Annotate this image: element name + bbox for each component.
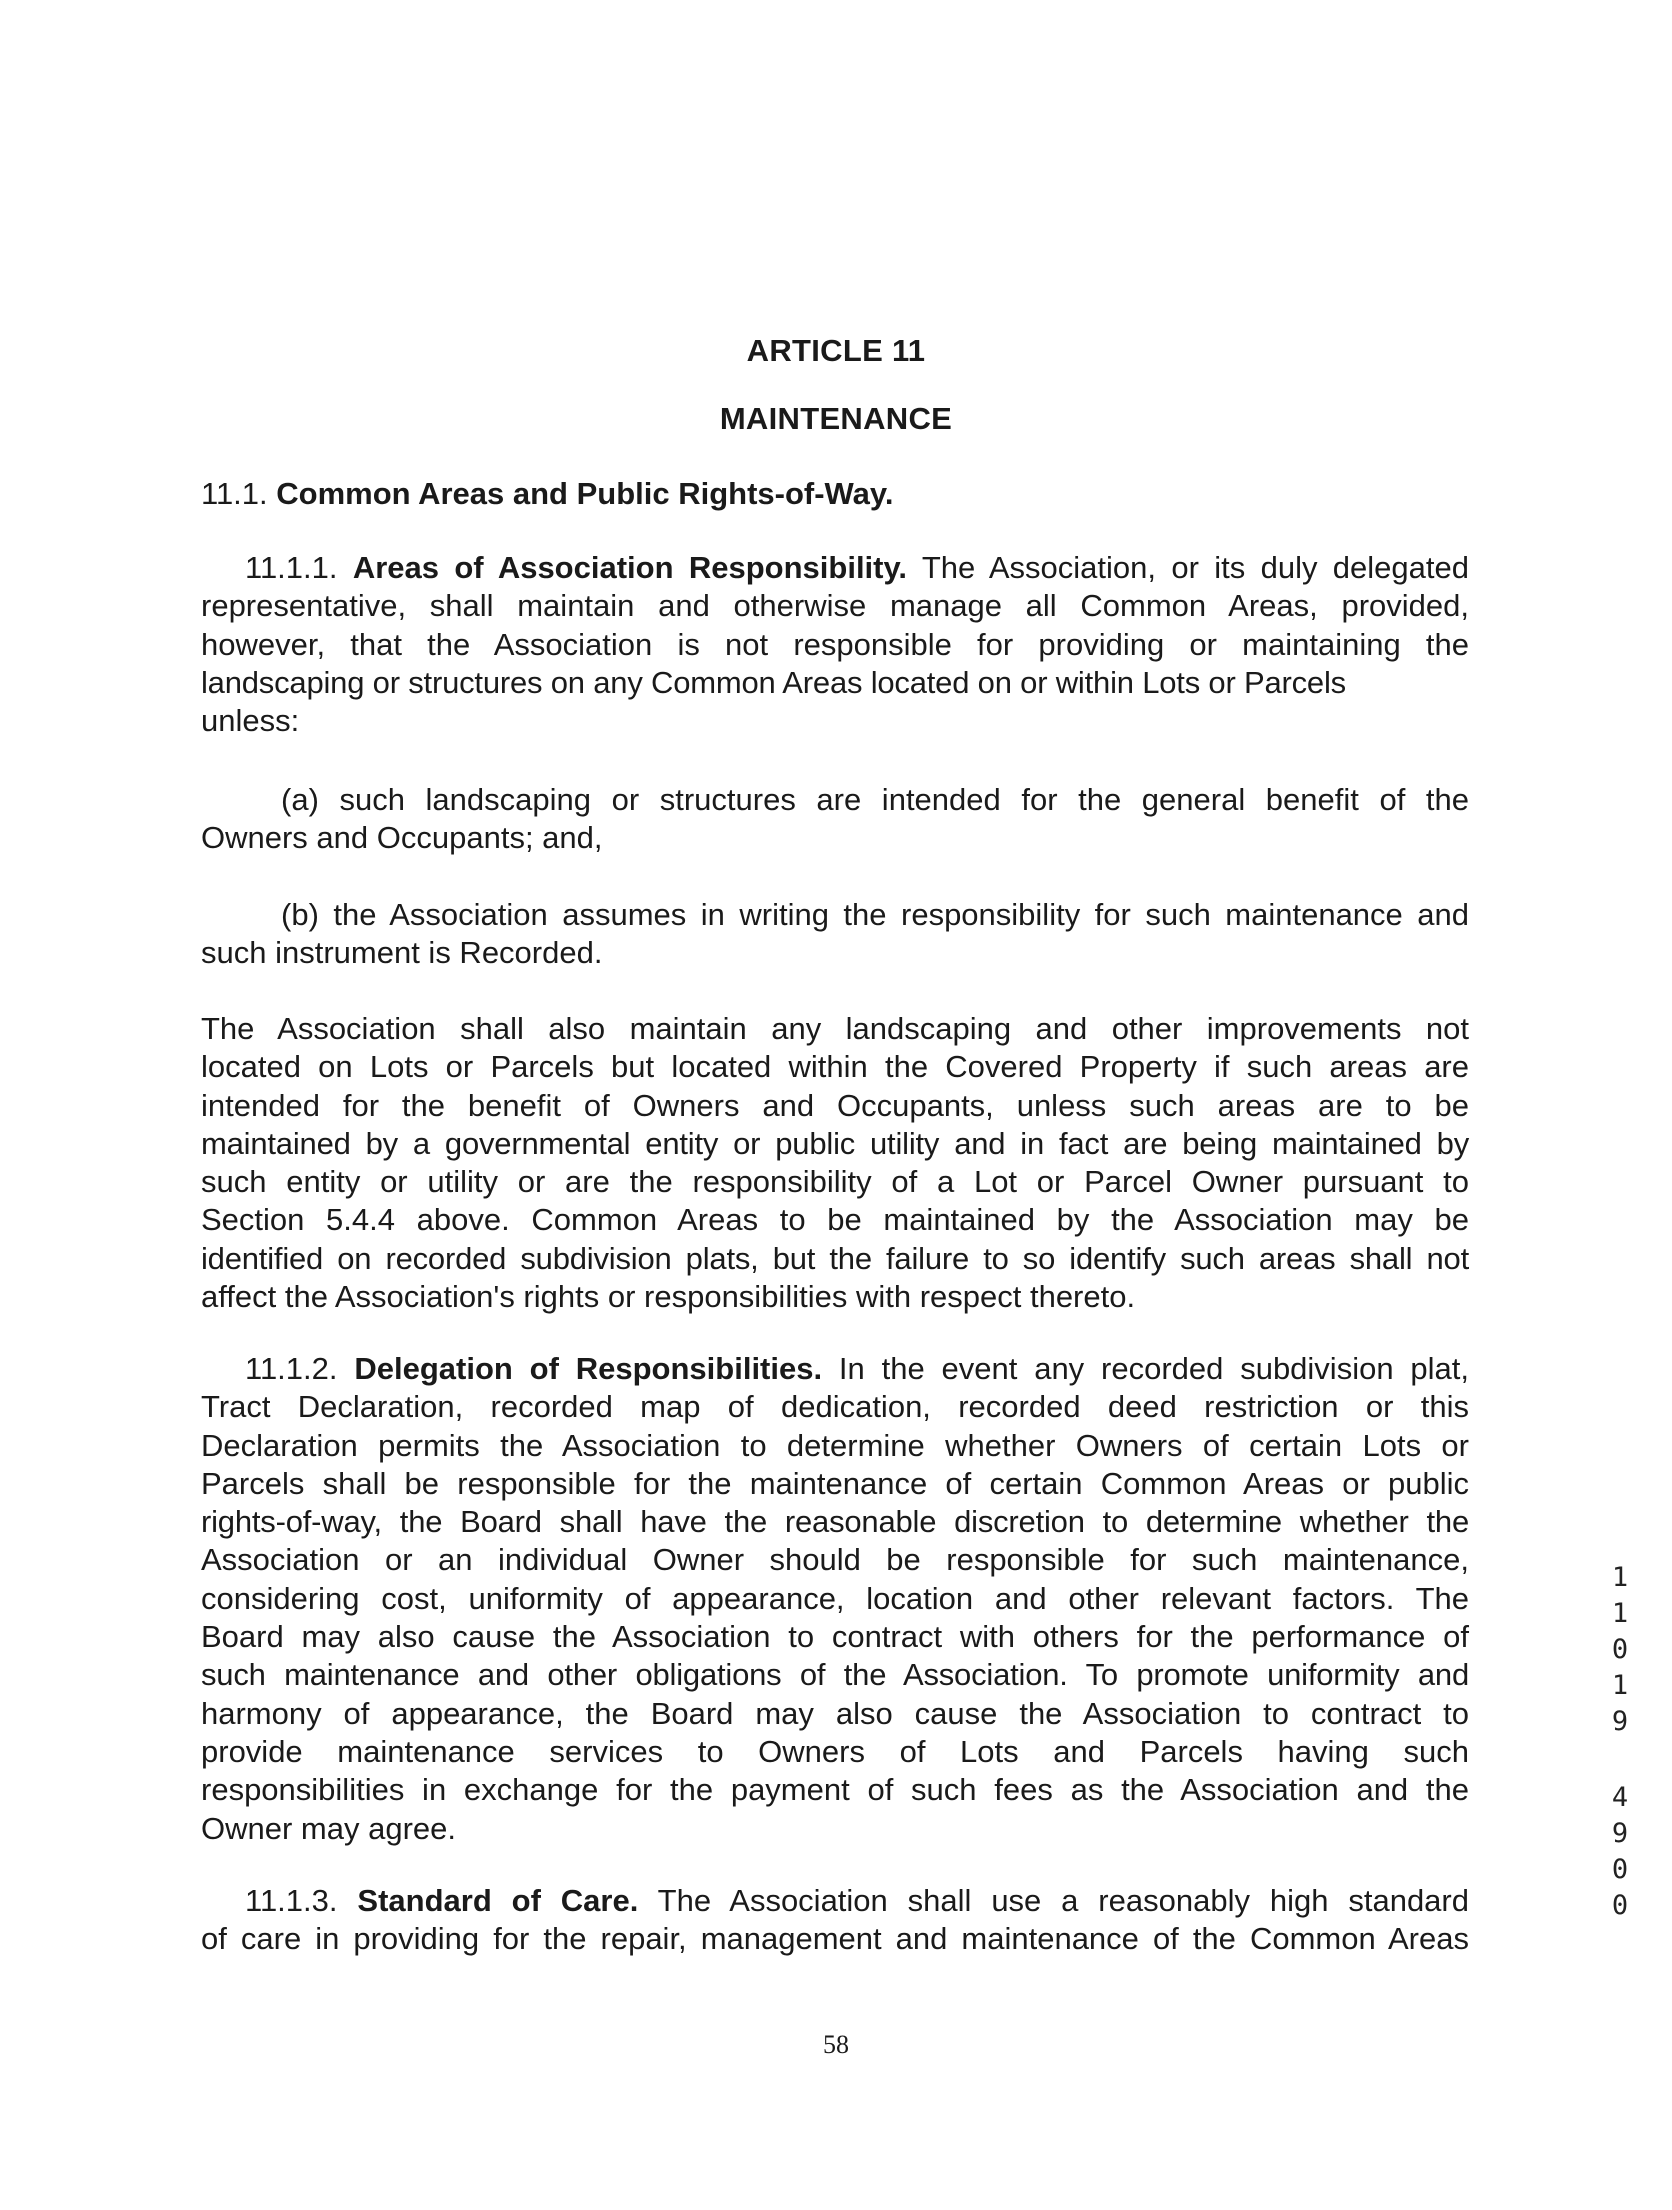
paragraph-line: Tract Declaration, recorded map of dedication, recorded deed restriction or this [201,1389,1469,1425]
paragraph-line: landscaping or structures on any Common Areas located on or within Lots or Parcels [201,664,1346,700]
stamp-digit: 9 [1611,1818,1629,1849]
section-number: 11.1. [201,476,268,511]
stamp-digit: 1 [1611,1562,1629,1593]
stamp-digit: 0 [1611,1890,1629,1921]
section-11-1-heading [201,475,1469,513]
paragraph-line: (a) such landscaping or structures are intended for the general benefit of the [281,782,1469,817]
page-number: 58 [823,2030,849,2059]
stamp-digit: 1 [1611,1670,1629,1701]
section-11-1-2-paragraph [201,1350,1469,1848]
stamp-digit: 1 [1611,1598,1629,1629]
stamp-digit: 0 [1611,1854,1629,1885]
paragraph-line: The Association, or its duly delegated [907,550,1469,585]
paragraph-line: of care in providing for the repair, management and maintenance of the Common Areas [201,1921,1469,1957]
section-heading: Delegation of Responsibilities. [354,1351,823,1386]
section-heading: Standard of Care. [357,1883,639,1918]
article-heading: ARTICLE 11 [746,333,926,368]
paragraph-line: Parcels shall be responsible for the maintenance of certain Common Areas or public [201,1465,1469,1501]
paragraph-line: provide maintenance services to Owners of Lots and Parcels having such [201,1733,1469,1769]
paragraph-line: rights-of-way, the Board shall have the reasonable discretion to determine whether the [201,1504,1469,1540]
paragraph-line: Board may also cause the Association to contract with others for the performance of [201,1619,1469,1655]
paragraph-line: such entity or utility or are the responsibility of a Lot or Parcel Owner pursuant to [201,1164,1469,1200]
stamp-digit: 4 [1611,1782,1629,1813]
stamp-digit: 9 [1611,1706,1629,1737]
paragraph-line: Section 5.4.4 above. Common Areas to be maintained by the Association may be [201,1202,1469,1238]
recording-number-stamp [1603,1560,1637,1924]
common-areas-paragraph [201,1010,1469,1316]
paragraph-line: located on Lots or Parcels but located within the Covered Property if such areas are [201,1049,1469,1085]
paragraph-line: representative, shall maintain and otherwise manage all Common Areas, provided, [201,588,1469,624]
paragraph-line: Association or an individual Owner should be responsible for such maintenance, [201,1542,1469,1578]
paragraph-line: identified on recorded subdivision plats, but the failure to so identify such areas shall not [201,1240,1469,1276]
section-11-1-1-paragraph [201,549,1469,740]
paragraph-line: affect the Association's rights or responsibilities with respect thereto. [201,1279,1136,1315]
paragraph-line: considering cost, uniformity of appearance, location and other relevant factors. The [201,1580,1469,1616]
paragraph-line: (b) the Association assumes in writing the responsibility for such maintenance and [281,897,1469,932]
stamp-digit: 0 [1611,1634,1629,1665]
paragraph-line: In the event any recorded subdivision plat, [822,1351,1469,1386]
paragraph-line: The Association shall also maintain any landscaping and other improvements not [201,1011,1469,1046]
paragraph-line: such maintenance and other obligations of the Association. To promote uniformity and [201,1657,1469,1693]
section-number: 11.1.1. [245,550,338,585]
paragraph-line: The Association shall use a reasonably high standard [638,1883,1469,1918]
paragraph-line: however, that the Association is not responsible for providing or maintaining the [201,626,1469,662]
section-heading: Common Areas and Public Rights-of-Way. [276,476,894,511]
item-b-paragraph [201,896,1469,973]
paragraph-line: Declaration permits the Association to determine whether Owners of certain Lots or [201,1427,1469,1463]
section-11-1-3-paragraph [201,1882,1469,1959]
paragraph-line: maintained by a governmental entity or public utility and in fact are being maintained by [201,1125,1469,1161]
item-a-paragraph [201,781,1469,858]
article-title: MAINTENANCE [719,401,953,436]
section-heading: Areas of Association Responsibility. [352,550,908,585]
paragraph-line: Owner may agree. [201,1810,456,1846]
paragraph-line: intended for the benefit of Owners and Occupants, unless such areas are to be [201,1087,1469,1123]
paragraph-line: such instrument is Recorded. [201,935,603,971]
paragraph-line: unless: [201,703,300,739]
paragraph-line: Owners and Occupants; and, [201,820,603,856]
paragraph-line: responsibilities in exchange for the payment of such fees as the Association and the [201,1772,1469,1808]
section-number: 11.1.2. [245,1351,338,1386]
paragraph-line: harmony of appearance, the Board may also cause the Association to contract to [201,1695,1469,1731]
section-number: 11.1.3. [245,1883,338,1918]
